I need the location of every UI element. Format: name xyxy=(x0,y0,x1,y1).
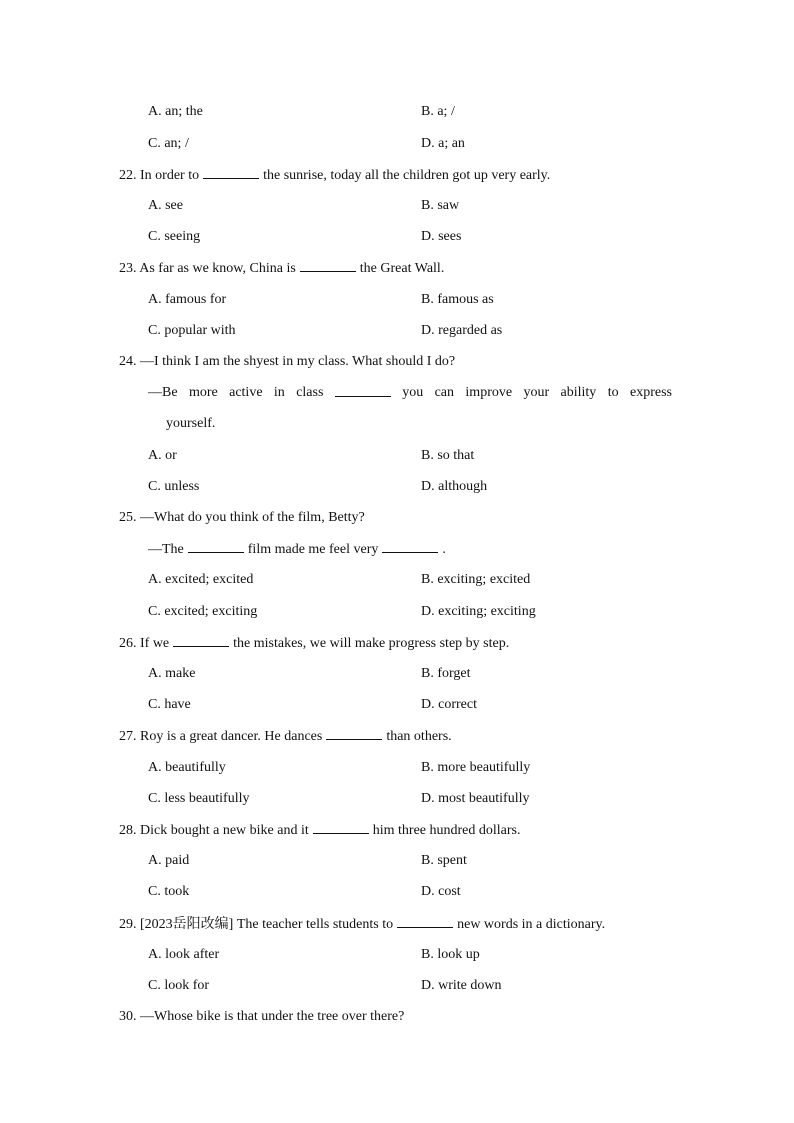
q22-stem-post: the sunrise, today all the children got up very early. xyxy=(263,168,551,183)
q27-stem-post: than others. xyxy=(386,729,452,744)
q23-option-b: B. famous as xyxy=(421,292,494,307)
q27-stem-pre: 27. Roy is a great dancer. He dances xyxy=(119,729,323,744)
q27-option-b: B. more beautifully xyxy=(421,760,531,775)
q28-stem-pre: 28. Dick bought a new bike and it xyxy=(119,823,309,838)
q28-option-c: C. took xyxy=(148,884,190,899)
q25-stem-line1: 25. —What do you think of the film, Betty? xyxy=(119,510,365,525)
q21-option-b: B. a; / xyxy=(421,104,455,119)
q23-option-a: A. famous for xyxy=(148,292,227,307)
q24-word: more xyxy=(188,385,218,400)
q27-option-d: D. most beautifully xyxy=(421,791,530,806)
q24-word: —Be xyxy=(148,385,178,400)
q29-option-b: B. look up xyxy=(421,947,480,962)
q22-stem-pre: 22. In order to xyxy=(119,168,200,183)
q25-stem-pre: —The xyxy=(148,542,184,557)
q24-word: active xyxy=(229,385,263,400)
q28-stem-post: him three hundred dollars. xyxy=(372,823,521,838)
q26-option-a: A. make xyxy=(148,666,196,681)
q22-option-a: A. see xyxy=(148,198,183,213)
q23-stem xyxy=(119,259,444,278)
q22-option-d: D. sees xyxy=(421,229,462,244)
q26-stem-pre: 26. If we xyxy=(119,636,170,651)
q24-word: express xyxy=(629,385,672,400)
answer-blank xyxy=(313,821,369,834)
q27-stem xyxy=(119,727,452,746)
q24-option-a: A. or xyxy=(148,448,177,463)
q25-option-b: B. exciting; excited xyxy=(421,572,531,587)
q25-option-c: C. excited; exciting xyxy=(148,604,258,619)
q29-stem-pre: 29. [2023岳阳改编] The teacher tells students to xyxy=(119,917,394,932)
q24-word: class xyxy=(296,385,324,400)
q25-option-d: D. exciting; exciting xyxy=(421,604,536,619)
q24-stem-line1: 24. —I think I am the shyest in my class. What should I do? xyxy=(119,354,456,369)
q28-option-a: A. paid xyxy=(148,853,190,868)
q22-option-b: B. saw xyxy=(421,198,460,213)
q26-option-c: C. have xyxy=(148,697,191,712)
q29-option-c: C. look for xyxy=(148,978,210,993)
q24-word: to xyxy=(607,385,619,400)
q24-option-c: C. unless xyxy=(148,479,200,494)
q25-stem-mid: film made me feel very xyxy=(247,542,379,557)
q24-stem-line3: yourself. xyxy=(166,416,216,431)
q21-option-c: C. an; / xyxy=(148,136,189,151)
answer-blank xyxy=(300,259,356,272)
q24-option-b: B. so that xyxy=(421,448,475,463)
q30-stem-line1: 30. —Whose bike is that under the tree over there? xyxy=(119,1009,405,1024)
q23-stem-pre: 23. As far as we know, China is xyxy=(119,261,296,276)
q29-stem-post: new words in a dictionary. xyxy=(457,917,606,932)
q24-word: improve xyxy=(465,385,513,400)
q21-option-d: D. a; an xyxy=(421,136,465,151)
q29-option-d: D. write down xyxy=(421,978,502,993)
q24-stem-line2 xyxy=(148,384,672,402)
q26-stem xyxy=(119,634,509,653)
q29-option-a: A. look after xyxy=(148,947,220,962)
q28-option-d: D. cost xyxy=(421,884,461,899)
q23-stem-post: the Great Wall. xyxy=(359,261,445,276)
q23-option-c: C. popular with xyxy=(148,323,236,338)
q24-word: your xyxy=(523,385,550,400)
q24-word: you xyxy=(402,385,424,400)
q27-option-c: C. less beautifully xyxy=(148,791,250,806)
q26-option-d: D. correct xyxy=(421,697,477,712)
q28-option-b: B. spent xyxy=(421,853,467,868)
q24-word: can xyxy=(434,385,455,400)
answer-blank xyxy=(397,915,453,928)
q26-option-b: B. forget xyxy=(421,666,471,681)
answer-blank xyxy=(326,727,382,740)
q24-word: ability xyxy=(560,385,597,400)
q27-option-a: A. beautifully xyxy=(148,760,226,775)
q24-option-d: D. although xyxy=(421,479,488,494)
q22-stem xyxy=(119,166,550,185)
q29-stem xyxy=(119,915,605,934)
q24-word: in xyxy=(273,385,285,400)
q28-stem xyxy=(119,821,521,840)
q26-stem-post: the mistakes, we will make progress step by step. xyxy=(233,636,510,651)
q21-option-a: A. an; the xyxy=(148,104,203,119)
q25-option-a: A. excited; excited xyxy=(148,572,254,587)
q25-stem-line2: —The film made me feel very . xyxy=(148,542,446,557)
q22-option-c: C. seeing xyxy=(148,229,201,244)
answer-blank xyxy=(173,634,229,647)
q23-option-d: D. regarded as xyxy=(421,323,503,338)
answer-blank xyxy=(203,166,259,179)
answer-blank xyxy=(188,540,244,553)
answer-blank xyxy=(382,540,438,553)
answer-blank xyxy=(335,384,391,397)
